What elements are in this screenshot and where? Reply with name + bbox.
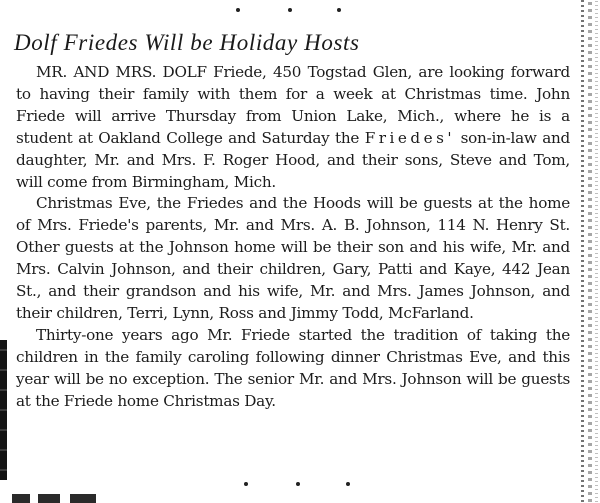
cut-off-text-fragment [70, 494, 96, 503]
article-paragraph-1 [16, 62, 570, 193]
article-paragraph-3 [16, 325, 570, 413]
cut-off-text-fragment [12, 494, 30, 503]
cut-off-text-fragment [38, 494, 60, 503]
paragraph-1-text-start: MR. AND MRS. DOLF Friede, 450 Togstad Glen, are looking forward to having their family with them for a week at Christmas time. John Friede will arrive Thursday from Union Lake, Mich., where he is a student at Oakland College and Saturday the [16, 63, 570, 147]
cut-off-next-article [0, 492, 580, 503]
separator-dot [296, 482, 300, 486]
separator-dot [288, 8, 292, 12]
separator-dot [346, 482, 350, 486]
separator-dot [244, 482, 248, 486]
left-column-rule [0, 340, 7, 480]
paragraph-3-text: Thirty-one years ago Mr. Friede started the tradition of taking the children in the family caroling following dinner Christmas Eve, and this year will be no exception. The senior Mr. and Mrs. Johnson will be guests at the Friede home Christmas Day. [16, 325, 570, 410]
article-paragraph-2 [16, 193, 570, 324]
right-column-rule [578, 0, 600, 503]
separator-dot [337, 8, 341, 12]
paragraph-2-text: Christmas Eve, the Friedes and the Hoods will be guests at the home of Mrs. Friede's parents, Mr. and Mrs. A. B. Johnson, 114 N. Henry St. Other guests at the Johnson home will be their son and his wife, Mr. and Mrs. Calvin Johnson, and their children, Gary, Patti and Kaye, 442 Jean St., and their grandson and his wife, Mr. and Mrs. James Johnson, and their children, Terri, Lynn, Ross and Jimmy Todd, McFarland. [16, 194, 570, 322]
article-headline: Dolf Friedes Will be Holiday Hosts [14, 30, 360, 55]
separator-dot [236, 8, 240, 12]
paragraph-1-text-end: son-in-law and daughter, Mr. and Mrs. F. Roger Hood, and their sons, Steve and Tom, will come from Birmingham, Mich. [16, 128, 571, 191]
bottom-separator-dots [0, 478, 580, 492]
top-separator-dots [0, 4, 580, 18]
paragraph-1-spaced-word: Friedes' [364, 128, 456, 147]
article-body [16, 62, 570, 413]
